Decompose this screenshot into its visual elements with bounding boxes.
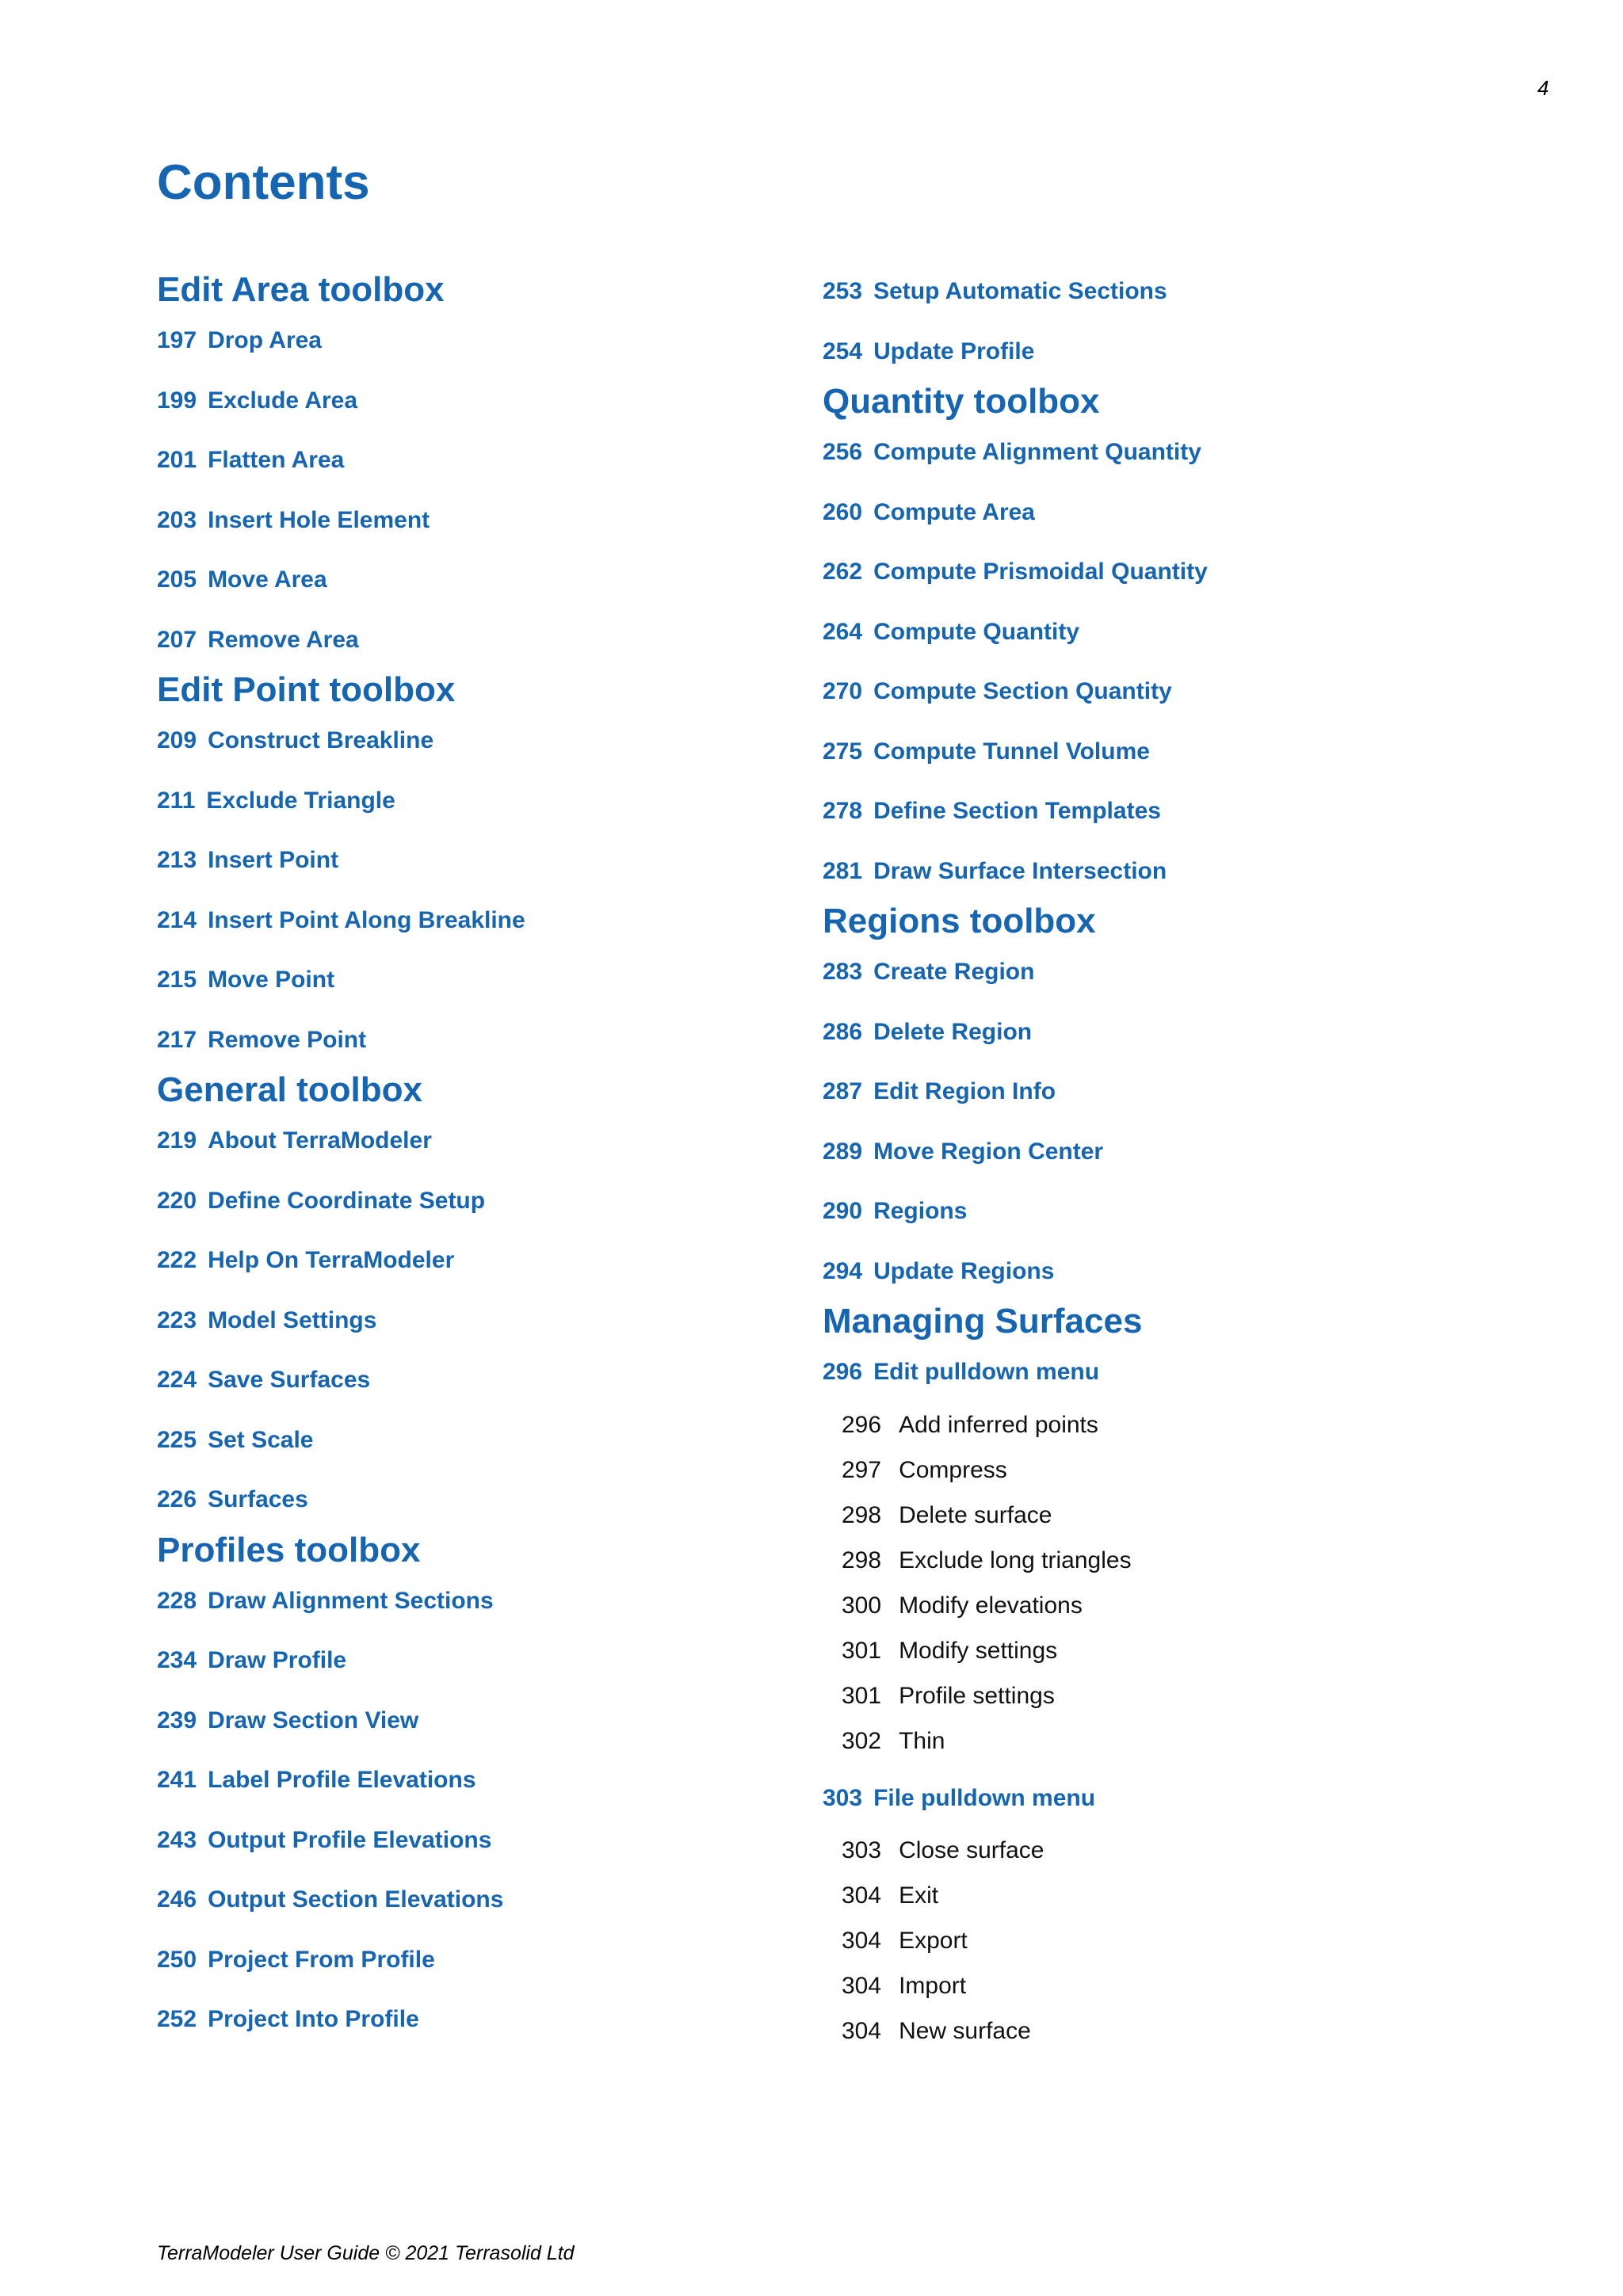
entry-page-number: 300 xyxy=(842,1592,882,1619)
entry-page-number: 217 xyxy=(157,1026,197,1053)
toc-sub-entry[interactable] xyxy=(823,1718,1536,1764)
entry-label: Exclude Area xyxy=(208,387,358,414)
section-entries-edit-point xyxy=(157,711,791,1070)
entry-page-number: 303 xyxy=(823,1784,863,1811)
toc-entry[interactable] xyxy=(157,1111,791,1171)
toc-entry[interactable] xyxy=(157,1410,791,1470)
section-entries-general xyxy=(157,1111,791,1530)
entry-page-number: 239 xyxy=(157,1707,197,1733)
entry-label: Close surface xyxy=(899,1837,1044,1863)
sub-entries-file-menu xyxy=(823,1828,1536,2054)
entry-page-number: 197 xyxy=(157,327,197,353)
section-heading-managing-surfaces[interactable]: Managing Surfaces xyxy=(823,1302,1143,1341)
toc-sub-entry[interactable] xyxy=(823,1402,1536,1447)
toc-entry[interactable] xyxy=(823,602,1536,662)
toc-entry[interactable] xyxy=(823,542,1536,602)
toc-entry[interactable] xyxy=(157,771,791,831)
section-entries-quantity xyxy=(823,422,1536,901)
toc-entry[interactable] xyxy=(823,942,1536,1002)
section-entries-profiles-continued xyxy=(823,261,1536,381)
entry-page-number: 226 xyxy=(157,1486,197,1512)
entry-page-number: 205 xyxy=(157,566,197,593)
toc-entry[interactable] xyxy=(823,322,1536,382)
toc-entry[interactable] xyxy=(157,1870,791,1930)
section-entries-profiles xyxy=(157,1571,791,2050)
toc-entry[interactable] xyxy=(157,610,791,670)
toc-sub-entry[interactable] xyxy=(823,1963,1536,2008)
entry-label: Draw Profile xyxy=(208,1647,347,1673)
toc-entry[interactable] xyxy=(157,1989,791,2050)
toc-entry[interactable] xyxy=(157,711,791,771)
toc-entry[interactable] xyxy=(823,1062,1536,1122)
entry-page-number: 294 xyxy=(823,1257,863,1284)
entry-page-number: 296 xyxy=(842,1411,882,1438)
toc-entry[interactable] xyxy=(157,311,791,371)
entry-label: About TerraModeler xyxy=(208,1127,432,1154)
entry-label: Construct Breakline xyxy=(208,727,434,753)
entry-page-number: 219 xyxy=(157,1127,197,1154)
toc-entry[interactable] xyxy=(823,261,1536,322)
toc-entry[interactable] xyxy=(157,1171,791,1231)
entry-page-number: 301 xyxy=(842,1682,882,1709)
entry-label: Move Area xyxy=(208,566,327,593)
section-heading-edit-point[interactable]: Edit Point toolbox xyxy=(157,670,456,709)
entry-page-number: 228 xyxy=(157,1587,197,1614)
entry-page-number: 203 xyxy=(157,506,197,533)
entry-label: File pulldown menu xyxy=(873,1784,1096,1811)
entry-label: Insert Point xyxy=(208,847,339,873)
entry-label: Compute Quantity xyxy=(873,618,1080,645)
entry-label: Add inferred points xyxy=(899,1411,1098,1438)
toc-entry[interactable] xyxy=(823,1122,1536,1182)
toc-left-column xyxy=(157,269,791,2050)
toc-entry[interactable] xyxy=(157,891,791,951)
entry-label: Label Profile Elevations xyxy=(208,1767,476,1793)
entry-page-number: 246 xyxy=(157,1886,197,1913)
section-heading-general[interactable]: General toolbox xyxy=(157,1070,422,1109)
toc-entry[interactable] xyxy=(157,1930,791,1990)
entry-label: Model Settings xyxy=(208,1306,377,1333)
section-heading-quantity[interactable]: Quantity toolbox xyxy=(823,382,1100,421)
entry-label: Modify settings xyxy=(899,1637,1058,1664)
toc-sub-entry[interactable] xyxy=(823,1628,1536,1673)
entry-page-number: 260 xyxy=(823,498,863,525)
entry-page-number: 286 xyxy=(823,1018,863,1045)
toc-entry[interactable] xyxy=(823,662,1536,722)
entry-label: Output Profile Elevations xyxy=(208,1826,492,1853)
entry-page-number: 262 xyxy=(823,559,863,585)
entry-label: Insert Hole Element xyxy=(208,506,430,533)
entry-page-number: 243 xyxy=(157,1826,197,1853)
entry-page-number: 278 xyxy=(823,798,863,824)
toc-entry[interactable] xyxy=(157,1750,791,1810)
page-title: Contents xyxy=(157,155,370,210)
toc-entry[interactable] xyxy=(157,371,791,431)
toc-entry[interactable] xyxy=(823,1181,1536,1241)
entry-page-number: 241 xyxy=(157,1767,197,1793)
entry-label: Regions xyxy=(873,1198,968,1224)
entry-label: Edit Region Info xyxy=(873,1078,1056,1104)
entry-label: Draw Section View xyxy=(208,1707,419,1733)
entry-label: Exclude long triangles xyxy=(899,1547,1132,1573)
entry-label: Modify elevations xyxy=(899,1592,1083,1619)
entry-page-number: 283 xyxy=(823,959,863,985)
toc-right-column xyxy=(823,261,1536,2054)
entry-page-number: 222 xyxy=(157,1247,197,1273)
entry-page-number: 199 xyxy=(157,387,197,414)
entry-label: Draw Alignment Sections xyxy=(208,1587,494,1614)
toc-entry[interactable] xyxy=(157,1350,791,1410)
entry-page-number: 207 xyxy=(157,626,197,653)
toc-entry[interactable] xyxy=(157,1291,791,1351)
toc-sub-entry[interactable] xyxy=(823,2008,1536,2054)
entry-page-number: 250 xyxy=(157,1946,197,1973)
entry-page-number: 301 xyxy=(842,1637,882,1664)
toc-entry[interactable] xyxy=(157,1230,791,1291)
entry-label: Compute Alignment Quantity xyxy=(873,439,1201,465)
entry-label: Setup Automatic Sections xyxy=(873,278,1167,304)
entry-page-number: 287 xyxy=(823,1078,863,1104)
toc-sub-entry[interactable] xyxy=(823,1918,1536,1963)
entry-label: Delete surface xyxy=(899,1501,1052,1528)
toc-entry[interactable] xyxy=(157,950,791,1010)
entry-label: Exit xyxy=(899,1882,939,1909)
section-heading-edit-area[interactable]: Edit Area toolbox xyxy=(157,270,445,309)
entry-label: Compress xyxy=(899,1456,1007,1483)
toc-entry[interactable] xyxy=(823,781,1536,841)
entry-label: Thin xyxy=(899,1727,945,1754)
entry-label: Project From Profile xyxy=(208,1946,435,1973)
toc-entry[interactable] xyxy=(157,1470,791,1530)
entry-page-number: 213 xyxy=(157,847,197,873)
entry-label: Compute Tunnel Volume xyxy=(873,738,1150,765)
toc-entry[interactable] xyxy=(157,1010,791,1070)
entry-label: Define Section Templates xyxy=(873,798,1161,824)
toc-sub-entry[interactable] xyxy=(823,1447,1536,1493)
toc-sub-entry[interactable] xyxy=(823,1873,1536,1918)
toc-entry[interactable] xyxy=(823,722,1536,782)
entry-label: Project Into Profile xyxy=(208,2006,419,2032)
section-entries-edit-area xyxy=(157,311,791,669)
toc-entry[interactable] xyxy=(157,490,791,551)
entry-page-number: 215 xyxy=(157,967,197,993)
entry-label: Import xyxy=(899,1973,967,1999)
entry-label: Delete Region xyxy=(873,1018,1033,1045)
toc-entry[interactable] xyxy=(823,1002,1536,1062)
entry-label: Export xyxy=(899,1928,968,1954)
entry-page-number: 201 xyxy=(157,447,197,473)
entry-label: Help On TerraModeler xyxy=(208,1247,455,1273)
toc-entry[interactable] xyxy=(823,841,1536,902)
entry-label: Save Surfaces xyxy=(208,1367,371,1393)
entry-page-number: 281 xyxy=(823,857,863,884)
entry-page-number: 298 xyxy=(842,1501,882,1528)
toc-entry[interactable] xyxy=(823,1241,1536,1302)
toc-entry[interactable] xyxy=(157,1810,791,1871)
entry-page-number: 224 xyxy=(157,1367,197,1393)
entry-page-number: 256 xyxy=(823,439,863,465)
toc-entry[interactable] xyxy=(157,1571,791,1631)
entry-label: Update Profile xyxy=(873,338,1035,364)
toc-entry-edit-pulldown-menu[interactable] xyxy=(823,1342,1536,1402)
sub-entries-edit-menu xyxy=(823,1402,1536,1764)
entry-page-number: 220 xyxy=(157,1187,197,1214)
entry-page-number: 302 xyxy=(842,1727,882,1754)
entry-page-number: 252 xyxy=(157,2006,197,2032)
toc-sub-entry[interactable] xyxy=(823,1493,1536,1538)
toc-sub-entry[interactable] xyxy=(823,1538,1536,1583)
section-entries-regions xyxy=(823,942,1536,1301)
toc-entry[interactable] xyxy=(823,482,1536,543)
entry-label: Compute Section Quantity xyxy=(873,678,1172,704)
page-footer: TerraModeler User Guide © 2021 Terrasolid Ltd xyxy=(157,2242,575,2264)
entry-page-number: 211 xyxy=(157,787,196,814)
entry-page-number: 304 xyxy=(842,1928,882,1954)
entry-page-number: 304 xyxy=(842,1882,882,1909)
entry-label: Set Scale xyxy=(208,1426,314,1453)
entry-label: Create Region xyxy=(873,959,1035,985)
entry-label: Remove Point xyxy=(208,1026,367,1053)
toc-entry[interactable] xyxy=(823,422,1536,482)
entry-label: Draw Surface Intersection xyxy=(873,857,1167,884)
entry-page-number: 303 xyxy=(842,1837,882,1863)
entry-page-number: 209 xyxy=(157,727,197,753)
entry-page-number: 223 xyxy=(157,1306,197,1333)
entry-page-number: 214 xyxy=(157,906,197,933)
toc-entry[interactable] xyxy=(157,430,791,490)
entry-page-number: 298 xyxy=(842,1547,882,1573)
entry-page-number: 254 xyxy=(823,338,863,364)
toc-sub-entry[interactable] xyxy=(823,1583,1536,1628)
entry-label: Move Region Center xyxy=(873,1138,1104,1165)
entry-label: Drop Area xyxy=(208,327,322,353)
entry-page-number: 264 xyxy=(823,618,863,645)
entry-label: Compute Area xyxy=(873,498,1035,525)
section-heading-profiles[interactable]: Profiles toolbox xyxy=(157,1530,421,1569)
entry-page-number: 275 xyxy=(823,738,863,765)
entry-label: Output Section Elevations xyxy=(208,1886,504,1913)
entry-label: Edit pulldown menu xyxy=(873,1359,1100,1385)
entry-page-number: 270 xyxy=(823,678,863,704)
toc-entry[interactable] xyxy=(157,1630,791,1691)
entry-page-number: 296 xyxy=(823,1359,863,1385)
entry-label: New surface xyxy=(899,2018,1031,2044)
toc-sub-entry[interactable] xyxy=(823,1828,1536,1873)
entry-label: Exclude Triangle xyxy=(206,787,395,814)
entry-page-number: 304 xyxy=(842,2018,882,2044)
toc-entry[interactable] xyxy=(157,830,791,891)
entry-page-number: 234 xyxy=(157,1647,197,1673)
entry-label: Flatten Area xyxy=(208,447,345,473)
entry-label: Move Point xyxy=(208,967,335,993)
toc-sub-entry[interactable] xyxy=(823,1673,1536,1718)
entry-label: Profile settings xyxy=(899,1682,1055,1709)
entry-label: Update Regions xyxy=(873,1257,1055,1284)
entry-label: Compute Prismoidal Quantity xyxy=(873,559,1208,585)
toc-entry[interactable] xyxy=(157,550,791,610)
page-number: 4 xyxy=(1537,76,1549,100)
entry-label: Define Coordinate Setup xyxy=(208,1187,486,1214)
entry-page-number: 297 xyxy=(842,1456,882,1483)
entry-page-number: 225 xyxy=(157,1426,197,1453)
entry-page-number: 304 xyxy=(842,1973,882,1999)
entry-page-number: 253 xyxy=(823,278,863,304)
toc-entry-file-pulldown-menu[interactable] xyxy=(823,1768,1536,1829)
entry-page-number: 290 xyxy=(823,1198,863,1224)
entry-page-number: 289 xyxy=(823,1138,863,1165)
toc-entry[interactable] xyxy=(157,1691,791,1751)
entry-label: Remove Area xyxy=(208,626,359,653)
section-heading-regions[interactable]: Regions toolbox xyxy=(823,902,1096,940)
entry-label: Surfaces xyxy=(208,1486,308,1512)
entry-label: Insert Point Along Breakline xyxy=(208,906,525,933)
